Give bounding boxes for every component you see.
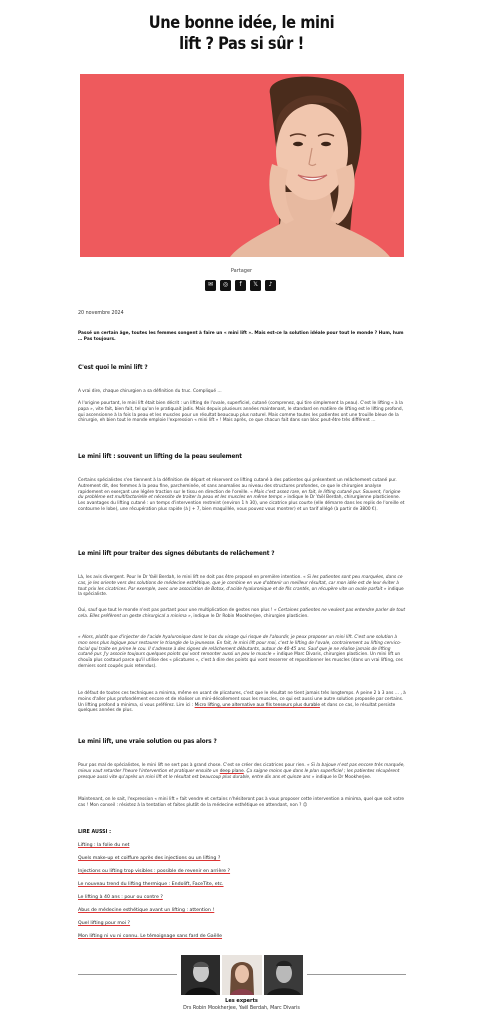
quote: « Mais c'est assez rare, en fait, le lifting cutané pur. Souvent, l'origine du problème est multifactorielle et nécessite de traiter la peau et les muscles en même temps »: [78, 489, 401, 501]
paragraph: [78, 691, 406, 714]
paragraph: [78, 608, 406, 620]
text: indique Marc Divaris, chirurgien plasticien. Un mini lift un chouïa plus costaud parce qu'il utilise des « plicatures », c'est à dire des points qui vont resserrer et repositionner les muscles (dans un vrai lifting, ces derniers sont coupés puis retendus).: [78, 652, 403, 669]
facebook-icon[interactable]: f: [235, 280, 246, 291]
deep-plane-link[interactable]: deep plane: [219, 768, 244, 774]
tiktok-icon[interactable]: ♪: [265, 280, 276, 291]
related-link-text[interactable]: Lifting : la folie du net: [78, 843, 130, 848]
related-link: [78, 921, 378, 927]
expert-photo-mookherjee: [181, 955, 220, 995]
quote: . Ça saigne moins que dans le plan superficiel ; les patientes récupèrent presque aussi vite qu'après un mini lift et le résultat est beaucoup plus durable, entre dix ans et quinze ans »: [78, 768, 400, 780]
text: indique le Dr Yaël Berdah, chirurgienne plasticienne. Les avantages du lifting cutané : un temps d'intervention restreint (environ 1 h 30), une cicatrice plus courte (elle démarre dans les replis de l'oreille et contourne le lobe), une récupération plus rapide (à J + 7, bien maquillée, vous pouvez vous montrer) et un tarif allégé (à partir de 3800 €).: [78, 495, 405, 512]
share-label: Partager: [230, 268, 253, 274]
paragraph: [78, 635, 406, 670]
article-title: [85, 13, 397, 55]
section-heading-1: C'est quoi le mini lift ?: [78, 364, 148, 371]
quote: « Si les patientes sont peu marquées, dans ce cas, je les oriente vers des solutions de médecine esthétique, que je combine en vue d'obtenir un meilleur résultat, car mon idée est de leur éviter à tout prix les cicatrices. Par exemple, avec une association de Botox, d'acide hyaluronique et de fils crantés, on récupère vite un ovale parfait »: [78, 575, 403, 592]
x-icon[interactable]: 𝕏: [250, 280, 261, 291]
related-link-text[interactable]: Quels make-up et coiffure après des injections ou un lifting ?: [78, 856, 221, 861]
paragraph: [78, 575, 406, 598]
lire-aussi-title: LIRE AUSSI :: [78, 830, 112, 835]
title-line-1: Une bonne idée, le mini: [148, 13, 335, 33]
section-heading-3: Le mini lift pour traiter des signes débutants de relâchement ?: [78, 550, 275, 557]
article-intro: Passé un certain âge, toutes les femmes songent à faire un « mini lift ». Mais est-ce la solution idéale pour tout le monde ? Hum, hum … Pas toujours.: [78, 331, 404, 342]
paragraph: [78, 763, 406, 780]
text: et dans ce cas, le résultat persiste quelques années de plus.: [78, 702, 396, 714]
experts-photos: [181, 955, 303, 995]
related-link: [78, 908, 378, 914]
article-date: 20 novembre 2024: [78, 311, 124, 316]
email-icon[interactable]: ✉: [205, 280, 216, 291]
text: Là, les avis divergent. Pour le Dr Yaël Berdah, le mini lift ne doit pas être proposé en première intention.: [78, 575, 304, 580]
section-heading-2: Le mini lift : souvent un lifting de la peau seulement: [78, 453, 242, 460]
text: Pour pas mal de spécialistes, le mini lift ne sert pas à grand chose. C'est se créer des cicatrices pour rien.: [78, 763, 308, 768]
related-link: [78, 882, 378, 888]
text: , indique le Dr Robin Mookherjee, chirurgien plasticien.: [190, 613, 309, 619]
related-link-text[interactable]: Injections ou lifting trop visibles : possible de revenir en arrière ?: [78, 869, 231, 874]
quote: « Alors, plutôt que d'injecter de l'acide hyaluronique dans le bas du visage qui risque de l'alourdir, je peux proposer un mini lift. C'est une solution à mon sens plus logique pour restaurer le triangle de la jeunesse. En fait, le mini lift pour moi, c'est le lifting de l'ovale, contrairement au lifting cervico-facial qui traite en prime le cou. Il s'adresse à des signes de relâchement débutants, autour de 40-45 ans. Sauf que je ne réalise jamais de lifting cutané pur. J'y associe toujours quelques points qui vont remonter aussi un peu le muscle »: [78, 635, 402, 658]
experts-names: Drs Robin Mookherjee, Yaël Berdah, Marc Divaris: [183, 1006, 300, 1011]
related-link: [78, 856, 378, 862]
text: indique la spécialiste.: [78, 586, 404, 598]
micro-lifting-link[interactable]: Micro lifting, une alternative aux fils tenseurs plus durable: [194, 702, 320, 708]
related-link-text[interactable]: Abus de médecine esthétique avant un lifting : attention !: [78, 908, 215, 913]
text: Certains spécialistes s'en tiennent à la définition de départ et réservent ce lifting cutané à des patientes qui présentent un relâchement cutané pur. Autrement dit, des femmes à la peau fine, parcheminée, et sans anomalies au niveau des structures profondes, ce que le chirurgien analyse rapidement en exerçant une légère traction sur le tissu en direction de l'oreille.: [78, 478, 397, 495]
share-buttons: [205, 280, 279, 292]
divider: [78, 974, 177, 975]
related-link-text[interactable]: Le nouveau trend du lifting thermique : Endolift, FaceTite, etc.: [78, 882, 224, 887]
expert-photo-divaris: [264, 955, 303, 995]
text: Oui, sauf que tout le monde n'est pas partant pour une multiplication de gestes non plus !: [78, 608, 274, 613]
paragraph: A vrai dire, chaque chirurgien a sa définition du truc. Compliqué …: [78, 389, 222, 394]
experts-title: Les experts: [225, 998, 258, 1004]
paragraph: A l'origine pourtant, le mini lift était bien décrit : un lifting de l'ovale, superficiel, cutané (comprenez, qui tire simplement la peau). C'est le lifting « à la papa », vite fait, bien fait, tel qu'on le pratiquait jadis. Mais depuis plusieurs années maintenant, le standard en matière de lifting est le lifting profond, qui ascensionne à la fois la peau et les muscles pour un résultat beaucoup plus naturel. Mais comme toutes les patientes ont une trouille bleue de la chirurgie, eh bien tout le monde emploie l'expression « mini lift » ! Mais après, ce que chacun fait dans son bloc peut-être très différent …: [78, 401, 403, 424]
related-link: [78, 934, 378, 940]
text: Le défaut de toutes ces techniques a minima, même en usant de plicatures, c'est que le résultat ne tient jamais très longtemps. A peine 2 à 3 ans … , à moins d'aller plus profondément encore et de réaliser un mini-décollement sous les muscles, ce qui est aussi une autre solution proposée par certains. Un lifting profond a minima, si vous préférez. Lire ici :: [78, 691, 406, 708]
text: indique le Dr Mookherjee.: [314, 774, 372, 780]
section-heading-4: Le mini lift, une vraie solution ou pas alors ?: [78, 738, 217, 745]
related-link: [78, 843, 378, 849]
related-link-text[interactable]: Quel lifting pour moi ?: [78, 921, 131, 926]
paragraph: Maintenant, on le sait, l'expression « mini lift » fait vendre et certains n'hésiteront pas à vous proposer cette intervention a minima, quel que soit votre cas ! Mon conseil : résistez à la tentation et faites plutôt de la médecine esthétique en attendant, non ? 😉: [78, 797, 405, 808]
quote: « Si la bajoue n'est pas encore très marquée, mieux vaut retarder l'heure l'intervention et pratiquer ensuite un: [78, 763, 405, 774]
divider: [307, 974, 406, 975]
title-line-2: lift ? Pas si sûr !: [179, 34, 304, 54]
related-link: [78, 869, 378, 875]
woman-portrait-illustration: [80, 74, 404, 257]
hero-image: [80, 74, 404, 257]
quote: « Certaines patientes ne veulent pas entendre parler de tout cela. Elles préfèrent un geste chirurgical a minima »: [78, 608, 406, 619]
related-link: [78, 895, 378, 901]
expert-photo-berdah: [222, 955, 261, 995]
related-link-text[interactable]: Mon lifting ni vu ni connu. Le témoignage sans fard de Gaëlle: [78, 934, 223, 939]
paragraph: [78, 478, 406, 513]
related-link-text[interactable]: Le lifting à 40 ans : pour ou contre ?: [78, 895, 163, 900]
instagram-icon[interactable]: ◎: [220, 280, 231, 291]
